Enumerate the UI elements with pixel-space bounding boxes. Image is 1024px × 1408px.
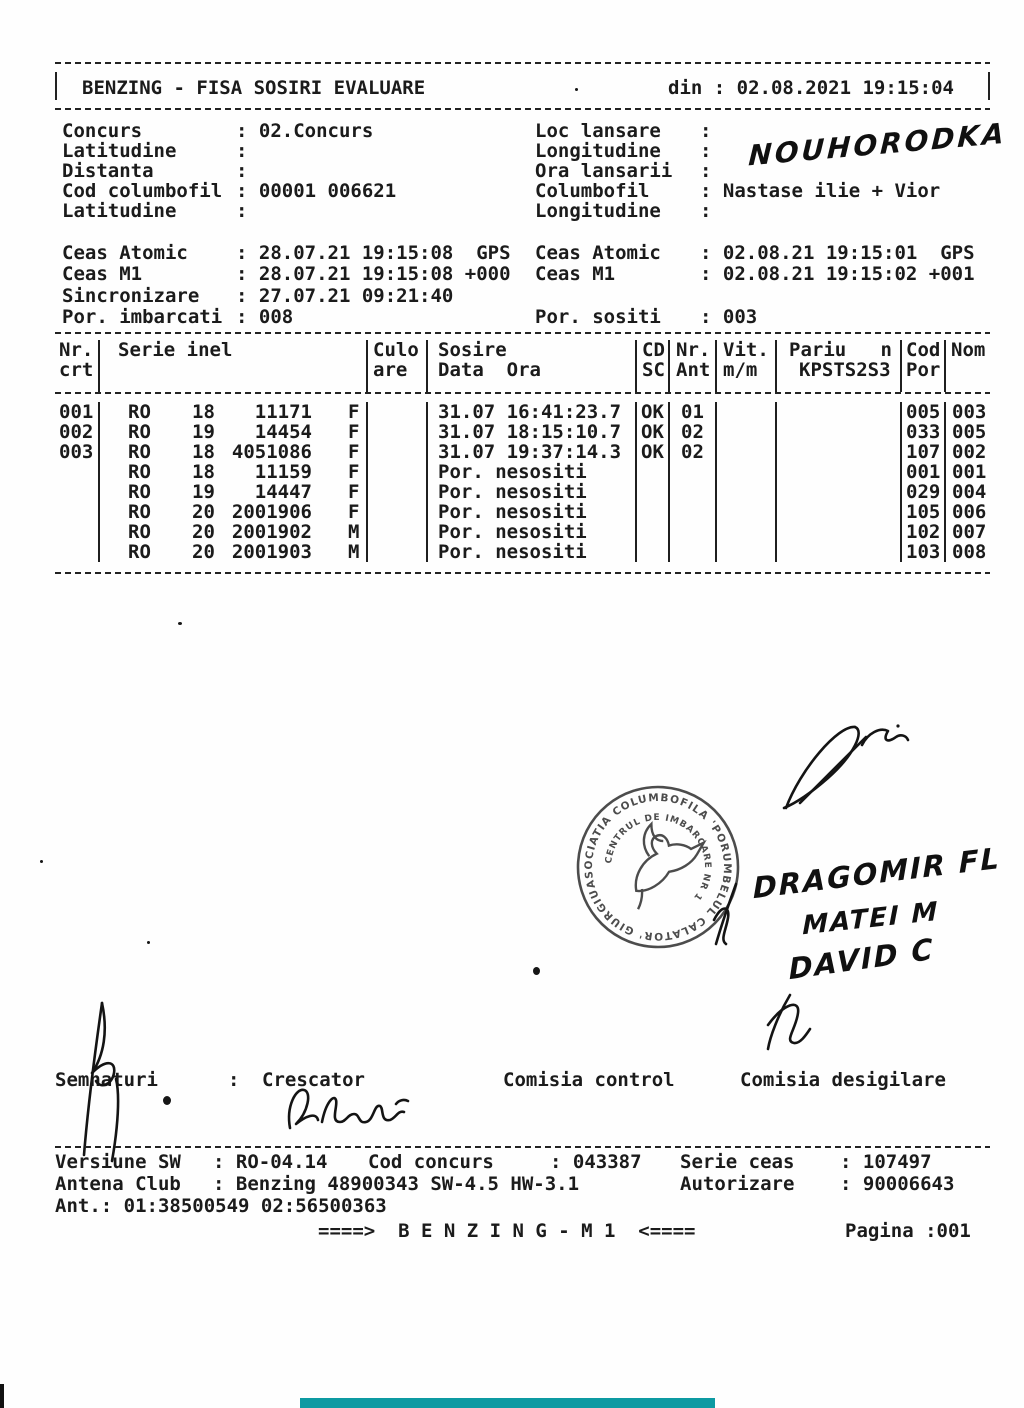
cell-serie-inel [100,402,368,422]
table-row [55,462,990,482]
ink-speck [575,88,578,91]
field-value: : [700,200,712,222]
cell-nr-crt: 001 [55,402,100,422]
ring-sex: M [348,521,360,543]
cell-nr-ant: 02 [670,422,717,442]
cell-nom: 007 [952,521,987,543]
ring-number: 14447 [254,481,312,503]
handwritten-name: DAVID C [788,931,936,987]
stamp-inner-textpath: CENTRUL DE IMBARCARE NR 1 [604,812,713,903]
table-bottom-rule [55,572,990,574]
field-label: Versiune SW [55,1151,181,1173]
ring-sex: F [348,481,360,503]
cell-nom: 003 [952,401,987,423]
field-value: : 02.08.21 19:15:01 GPS [700,242,975,264]
cell-nom: 001 [952,461,987,483]
field-label: Columbofil [535,180,650,202]
cell-cd-sc [637,482,670,502]
field-label: Distanta [62,160,154,182]
arrivals-table [55,330,990,576]
ring-number: 2001903 [231,541,312,563]
cell-nr-ant [670,502,717,522]
cell-cd-sc [637,542,670,562]
field-value: : 28.07.21 19:15:08 +000 [236,263,511,285]
ring-number: 4051086 [231,441,312,463]
field-value: : 107497 [840,1151,932,1173]
ring-country: RO [128,401,151,423]
ring-year: 20 [192,501,215,523]
signature-mid-right [760,985,840,1055]
cell-serie-inel [100,502,368,522]
ring-country: RO [128,421,151,443]
table-header [55,340,990,392]
page-number: Pagina :001 [845,1220,971,1242]
field-label: Por. imbarcati [62,306,223,328]
cell-cd-sc [637,462,670,482]
field-label: Latitudine [62,200,177,222]
cell-cod-por: 033 [902,422,946,442]
cell-nr-crt [55,502,100,522]
field-label: Longitudine [535,140,661,162]
cell-nr-crt [55,542,100,562]
cell-pariu [777,542,902,562]
cell-cod-por: 105 [902,502,946,522]
cell-cod-por: 103 [902,542,946,562]
table-row [55,502,990,522]
cell-culoare [368,482,428,502]
field-value: : [236,160,248,182]
field-value: : 043387 [550,1151,642,1173]
col-nr-crt: Nr. crt [55,340,100,392]
signatures-colon: : [228,1069,240,1091]
cell-sosire: 31.07 16:41:23.7 [428,402,637,422]
cell-serie-inel [100,462,368,482]
cell-serie-inel [100,522,368,542]
ring-year: 18 [192,441,215,463]
scan-bottom-artifact [300,1398,715,1408]
cell-culoare [368,442,428,462]
cell-sosire: Por. nesositi [428,542,637,562]
ink-speck [163,1096,171,1105]
field-label: Longitudine [535,200,661,222]
cell-nom: 002 [952,441,987,463]
ring-number: 11159 [254,461,312,483]
cell-sosire: Por. nesositi [428,482,637,502]
table-row [55,402,990,422]
cell-vit [717,462,777,482]
handwritten-location: NOUHORODKA [747,116,1008,173]
field-value: : 28.07.21 19:15:08 GPS [236,242,511,264]
cell-pariu [777,522,902,542]
field-value: : RO-04.14 [213,1151,328,1173]
header-box-top-rule [55,62,990,64]
ring-sex: F [348,421,360,443]
table-row [55,522,990,542]
field-label: Serie ceas [680,1151,795,1173]
cell-cd-sc: OK [637,442,670,462]
field-label: Loc lansare [535,120,661,142]
ink-speck [40,860,43,863]
field-value: : 00001 006621 [236,180,397,202]
cell-pariu [777,502,902,522]
ring-sex: F [348,401,360,423]
field-label: Por. sositi [535,306,661,328]
field-value: : [700,160,712,182]
table-top-rule [55,332,990,334]
field-label: Ceas M1 [62,263,143,285]
cell-serie-inel [100,482,368,502]
col-nr-ant: Nr. Ant [670,340,717,392]
field-label: Ora lansarii [535,160,673,182]
ring-year: 18 [192,401,215,423]
col-culoare: Culo are [368,340,428,392]
ring-year: 18 [192,461,215,483]
cell-nom: 005 [952,421,987,443]
field-value: : [236,140,248,162]
field-label: Concurs [62,120,143,142]
handwritten-name: DRAGOMIR FL [752,840,1002,906]
ring-year: 20 [192,541,215,563]
cell-nr-ant [670,482,717,502]
table-row [55,442,990,462]
cell-vit [717,542,777,562]
cell-sosire: Por. nesositi [428,522,637,542]
cell-culoare [368,502,428,522]
cell-culoare [368,522,428,542]
col-pariu: Pariu n KPSTS2S3 [777,340,902,392]
cell-pariu [777,402,902,422]
field-label: Antena Club [55,1173,181,1195]
ring-number: 14454 [254,421,312,443]
cell-pariu [777,442,902,462]
field-label: Cod columbofil [62,180,223,202]
cell-cd-sc: OK [637,422,670,442]
cell-cd-sc [637,522,670,542]
cell-serie-inel [100,422,368,442]
cell-vit [717,502,777,522]
ring-year: 19 [192,421,215,443]
field-label: Latitudine [62,140,177,162]
cell-cod-por: 107 [902,442,946,462]
field-value: : Benzing 48900343 SW-4.5 HW-3.1 [213,1173,580,1195]
cell-cod-por: 001 [902,462,946,482]
cell-nr-crt: 002 [55,422,100,442]
cell-cod-por: 005 [902,402,946,422]
cell-pariu [777,482,902,502]
stamp-hand-mark [702,878,750,950]
cell-nr-crt [55,482,100,502]
table-row [55,422,990,442]
table-body [55,402,990,562]
field-label: Ceas M1 [535,263,616,285]
document-date: din : 02.08.2021 19:15:04 [668,77,954,99]
field-label: Ceas Atomic [62,242,188,264]
table-row [55,482,990,502]
cell-nom: 006 [952,501,987,523]
cell-serie-inel [100,542,368,562]
cell-cod-por: 029 [902,482,946,502]
cell-nr-ant [670,462,717,482]
header-box-left-bar [55,72,57,100]
stamp-outer-textpath: ASOCIATIA COLUMBOFILA 'PORUMBELUL CALATOR' GIURGIU [582,791,734,943]
col-vit: Vit. m/m [717,340,777,392]
ring-country: RO [128,501,151,523]
field-value: : [236,200,248,222]
cell-vit [717,482,777,502]
signature-left [58,995,168,1165]
cell-pariu [777,422,902,442]
col-serie-inel: Serie inel [100,340,368,392]
cell-nr-crt [55,462,100,482]
ring-country: RO [128,441,151,463]
cell-serie-inel [100,442,368,462]
cell-sosire: 31.07 18:15:10.7 [428,422,637,442]
ring-number: 2001906 [231,501,312,523]
field-label: Ceas Atomic [535,242,661,264]
signatures-label: Semnaturi [55,1069,158,1091]
signature-top-right [770,715,920,825]
col-sosire: Sosire Data Ora [428,340,637,392]
ring-country: RO [128,481,151,503]
cell-culoare [368,402,428,422]
table-row [55,542,990,562]
ring-number: 11171 [254,401,312,423]
field-value: : 02.08.21 19:15:02 +001 [700,263,975,285]
ring-year: 20 [192,521,215,543]
cell-vit [717,522,777,542]
antenna-line: Ant.: 01:38500549 02:56500363 [55,1195,387,1217]
cell-vit [717,422,777,442]
header-box-bottom-rule [55,108,990,110]
ring-sex: F [348,441,360,463]
cell-cd-sc: OK [637,402,670,422]
field-label: Autorizare [680,1173,795,1195]
cell-culoare [368,422,428,442]
cell-cd-sc [637,502,670,522]
benzing-banner: ====> B E N Z I N G - M 1 <==== [318,1220,696,1242]
document-title: BENZING - FISA SOSIRI EVALUARE [82,77,426,99]
ring-sex: F [348,461,360,483]
signature-crescator [282,1078,412,1140]
cell-nr-ant: 02 [670,442,717,462]
cell-cod-por: 102 [902,522,946,542]
cell-sosire: Por. nesositi [428,502,637,522]
ring-country: RO [128,521,151,543]
cell-nr-ant [670,542,717,562]
field-label: Cod concurs [368,1151,494,1173]
ink-speck [533,967,540,975]
cell-nom: 008 [952,541,987,563]
field-value: : 003 [700,306,758,328]
ring-sex: F [348,501,360,523]
ring-country: RO [128,541,151,563]
ink-speck [147,941,150,944]
scan-edge-mark [0,1384,4,1408]
comisia-desigilare-label: Comisia desigilare [740,1069,946,1091]
field-value: : 90006643 [840,1173,955,1195]
ring-year: 19 [192,481,215,503]
crescator-label: Crescator [262,1069,365,1091]
cell-culoare [368,462,428,482]
handwritten-name: MATEI M [802,896,940,942]
ink-speck [178,622,182,625]
cell-sosire: Por. nesositi [428,462,637,482]
field-value: : [700,140,712,162]
cell-pariu [777,462,902,482]
ring-country: RO [128,461,151,483]
cell-nr-crt: 003 [55,442,100,462]
ring-sex: M [348,541,360,563]
ring-number: 2001902 [231,521,312,543]
cell-culoare [368,542,428,562]
cell-vit [717,402,777,422]
field-label: Sincronizare [62,285,200,307]
field-value: : Nastase ilie + Vior [700,180,941,202]
field-value: : 27.07.21 09:21:40 [236,285,454,307]
field-value: : 008 [236,306,294,328]
cell-nr-ant [670,522,717,542]
col-cod-por: Cod Por [902,340,946,392]
field-value: : [700,120,712,142]
cell-nom: 004 [952,481,987,503]
table-mid-rule [55,392,990,394]
cell-nr-ant: 01 [670,402,717,422]
cell-sosire: 31.07 19:37:14.3 [428,442,637,462]
cell-vit [717,442,777,462]
field-value: : 02.Concurs [236,120,374,142]
col-cd-sc: CD SC [637,340,670,392]
footer-rule [55,1146,990,1148]
col-nom: Nom [951,339,986,361]
comisia-control-label: Comisia control [503,1069,675,1091]
cell-nr-crt [55,522,100,542]
header-box-right-bar [988,72,990,100]
